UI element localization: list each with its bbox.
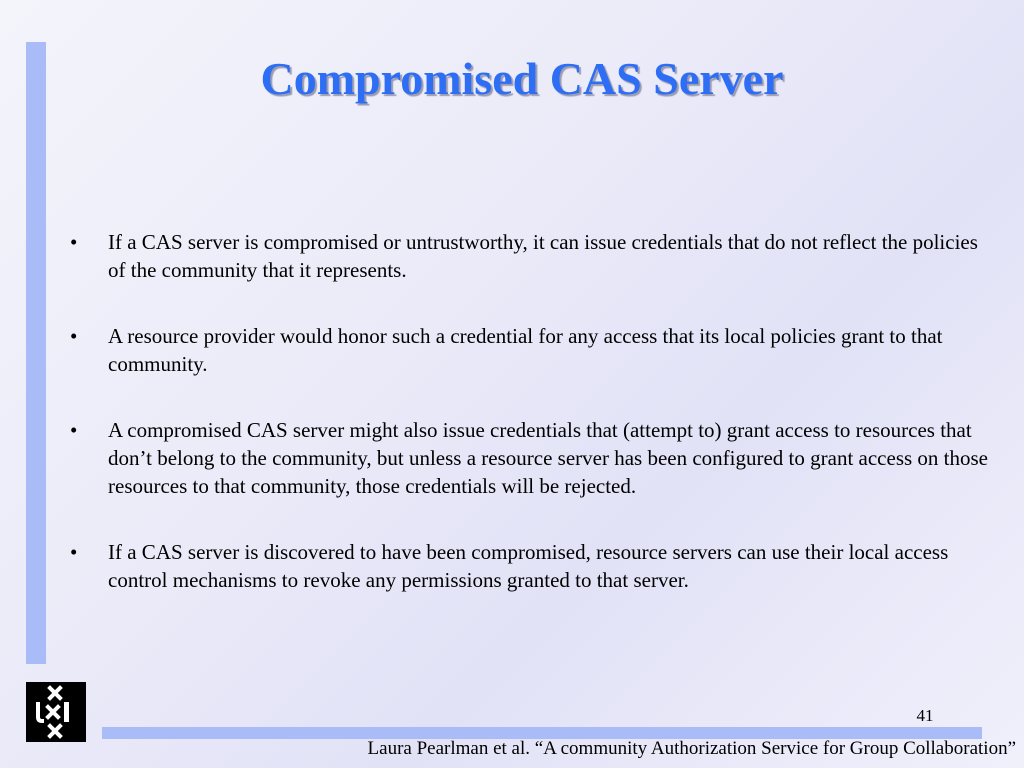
- bullet-item: [62, 322, 997, 378]
- bullet-marker: •: [70, 418, 78, 442]
- bullet-text: A compromised CAS server might also issue credentials that (attempt to) grant access to resources that don’t belong to the community, but unless a resource server has been configured to grant access on those resources to that community, those credentials will be rejected.: [108, 418, 989, 498]
- page-number: 41: [916, 706, 934, 725]
- uva-crosses-logo-icon: [26, 682, 86, 742]
- bullet-item: [62, 538, 997, 594]
- bullet-marker: •: [70, 324, 78, 348]
- bullet-text: If a CAS server is compromised or untrustworthy, it can issue credentials that do not reflect the policies of the community that it represents.: [108, 230, 978, 282]
- slide-title: Compromised CAS Server: [260, 53, 784, 104]
- bullet-marker: •: [70, 230, 78, 254]
- left-accent-bar: [26, 42, 46, 664]
- bullet-list: [62, 228, 997, 632]
- bullet-item: [62, 416, 997, 500]
- bullet-marker: •: [70, 540, 78, 564]
- bullet-text: If a CAS server is discovered to have been compromised, resource servers can use their local access control mechanisms to revoke any permissions granted to that server.: [108, 540, 949, 592]
- bullet-text: A resource provider would honor such a credential for any access that its local policies grant to that community.: [108, 324, 943, 376]
- bullet-item: [62, 228, 997, 284]
- footer-citation: Laura Pearlman et al. “A community Authorization Service for Group Collaboration”: [367, 738, 1016, 759]
